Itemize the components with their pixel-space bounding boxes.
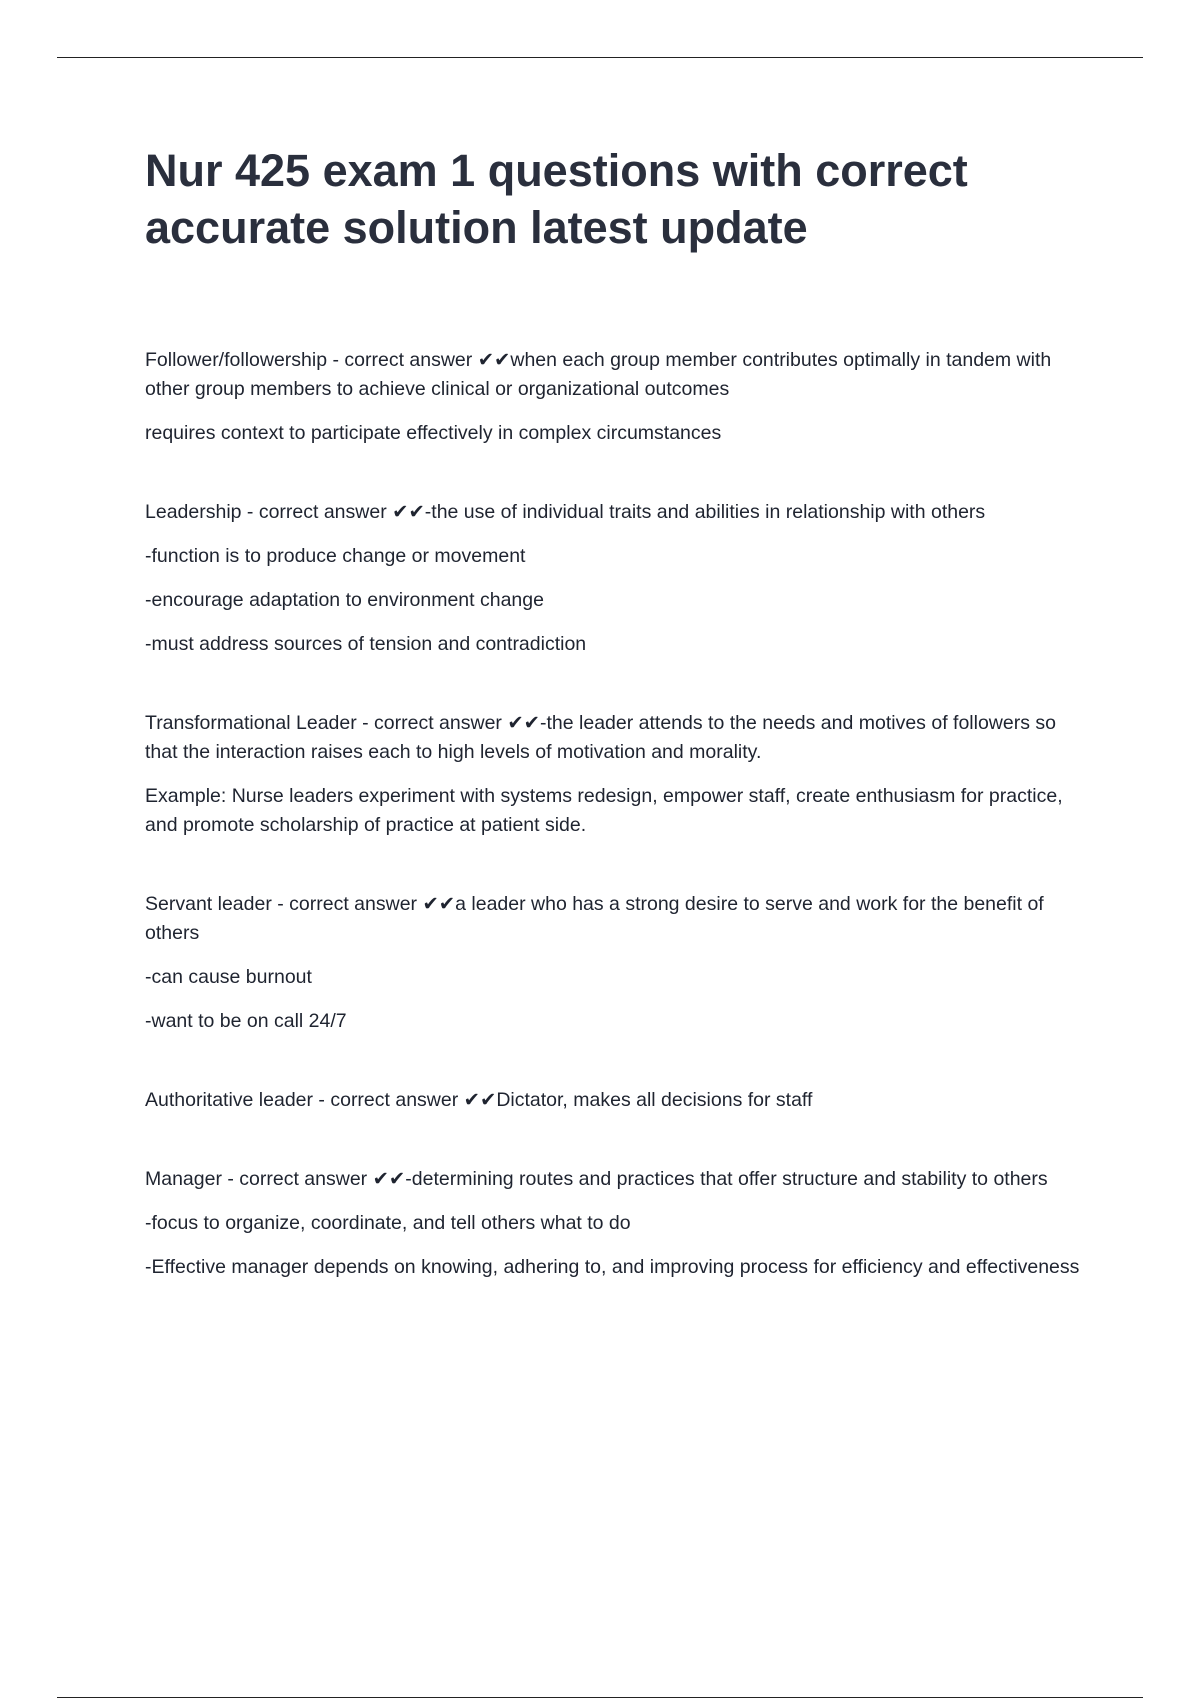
entry-authoritative-leader bbox=[145, 1086, 1090, 1115]
entry-line: -focus to organize, coordinate, and tell others what to do bbox=[145, 1212, 631, 1234]
entry-line: -Effective manager depends on knowing, adhering to, and improving process for efficiency and effectiveness bbox=[145, 1256, 1080, 1278]
entry-line: Follower/followership - correct answer ✔✔when each group member contributes optimally in tandem with other group members to achieve clinical or organizational outcomes bbox=[145, 349, 1052, 400]
entry-line: Example: Nurse leaders experiment with systems redesign, empower staff, create enthusiasm for practice, and promote scholarship of practice at patient side. bbox=[145, 785, 1063, 836]
entry-line: Servant leader - correct answer ✔✔a leader who has a strong desire to serve and work for the benefit of others bbox=[145, 893, 1044, 944]
entry-manager bbox=[145, 1165, 1090, 1282]
entry-servant-leader bbox=[145, 890, 1090, 1036]
entry-line: requires context to participate effectively in complex circumstances bbox=[145, 422, 722, 444]
entry-line: Authoritative leader - correct answer ✔✔Dictator, makes all decisions for staff bbox=[145, 1089, 813, 1111]
entry-line: -can cause burnout bbox=[145, 966, 312, 988]
entry-line: Leadership - correct answer ✔✔-the use of individual traits and abilities in relationship with others bbox=[145, 501, 986, 523]
entry-line: -must address sources of tension and contradiction bbox=[145, 633, 587, 655]
entry-transformational-leader bbox=[145, 709, 1090, 840]
entry-line: Transformational Leader - correct answer ✔✔-the leader attends to the needs and motives of followers so that the interaction raises each to high levels of motivation and morality. bbox=[145, 712, 1056, 763]
entry-leadership bbox=[145, 498, 1090, 659]
document-body bbox=[145, 346, 1090, 1332]
entry-followership bbox=[145, 346, 1090, 448]
top-rule bbox=[57, 57, 1143, 58]
entry-line: -function is to produce change or movement bbox=[145, 545, 526, 567]
entry-line: Manager - correct answer ✔✔-determining routes and practices that offer structure and stability to others bbox=[145, 1168, 1048, 1190]
document-title: Nur 425 exam 1 questions with correct accurate solution latest update bbox=[145, 145, 968, 253]
bottom-rule bbox=[57, 1697, 1143, 1698]
entry-line: -encourage adaptation to environment change bbox=[145, 589, 544, 611]
entry-line: -want to be on call 24/7 bbox=[145, 1010, 347, 1032]
